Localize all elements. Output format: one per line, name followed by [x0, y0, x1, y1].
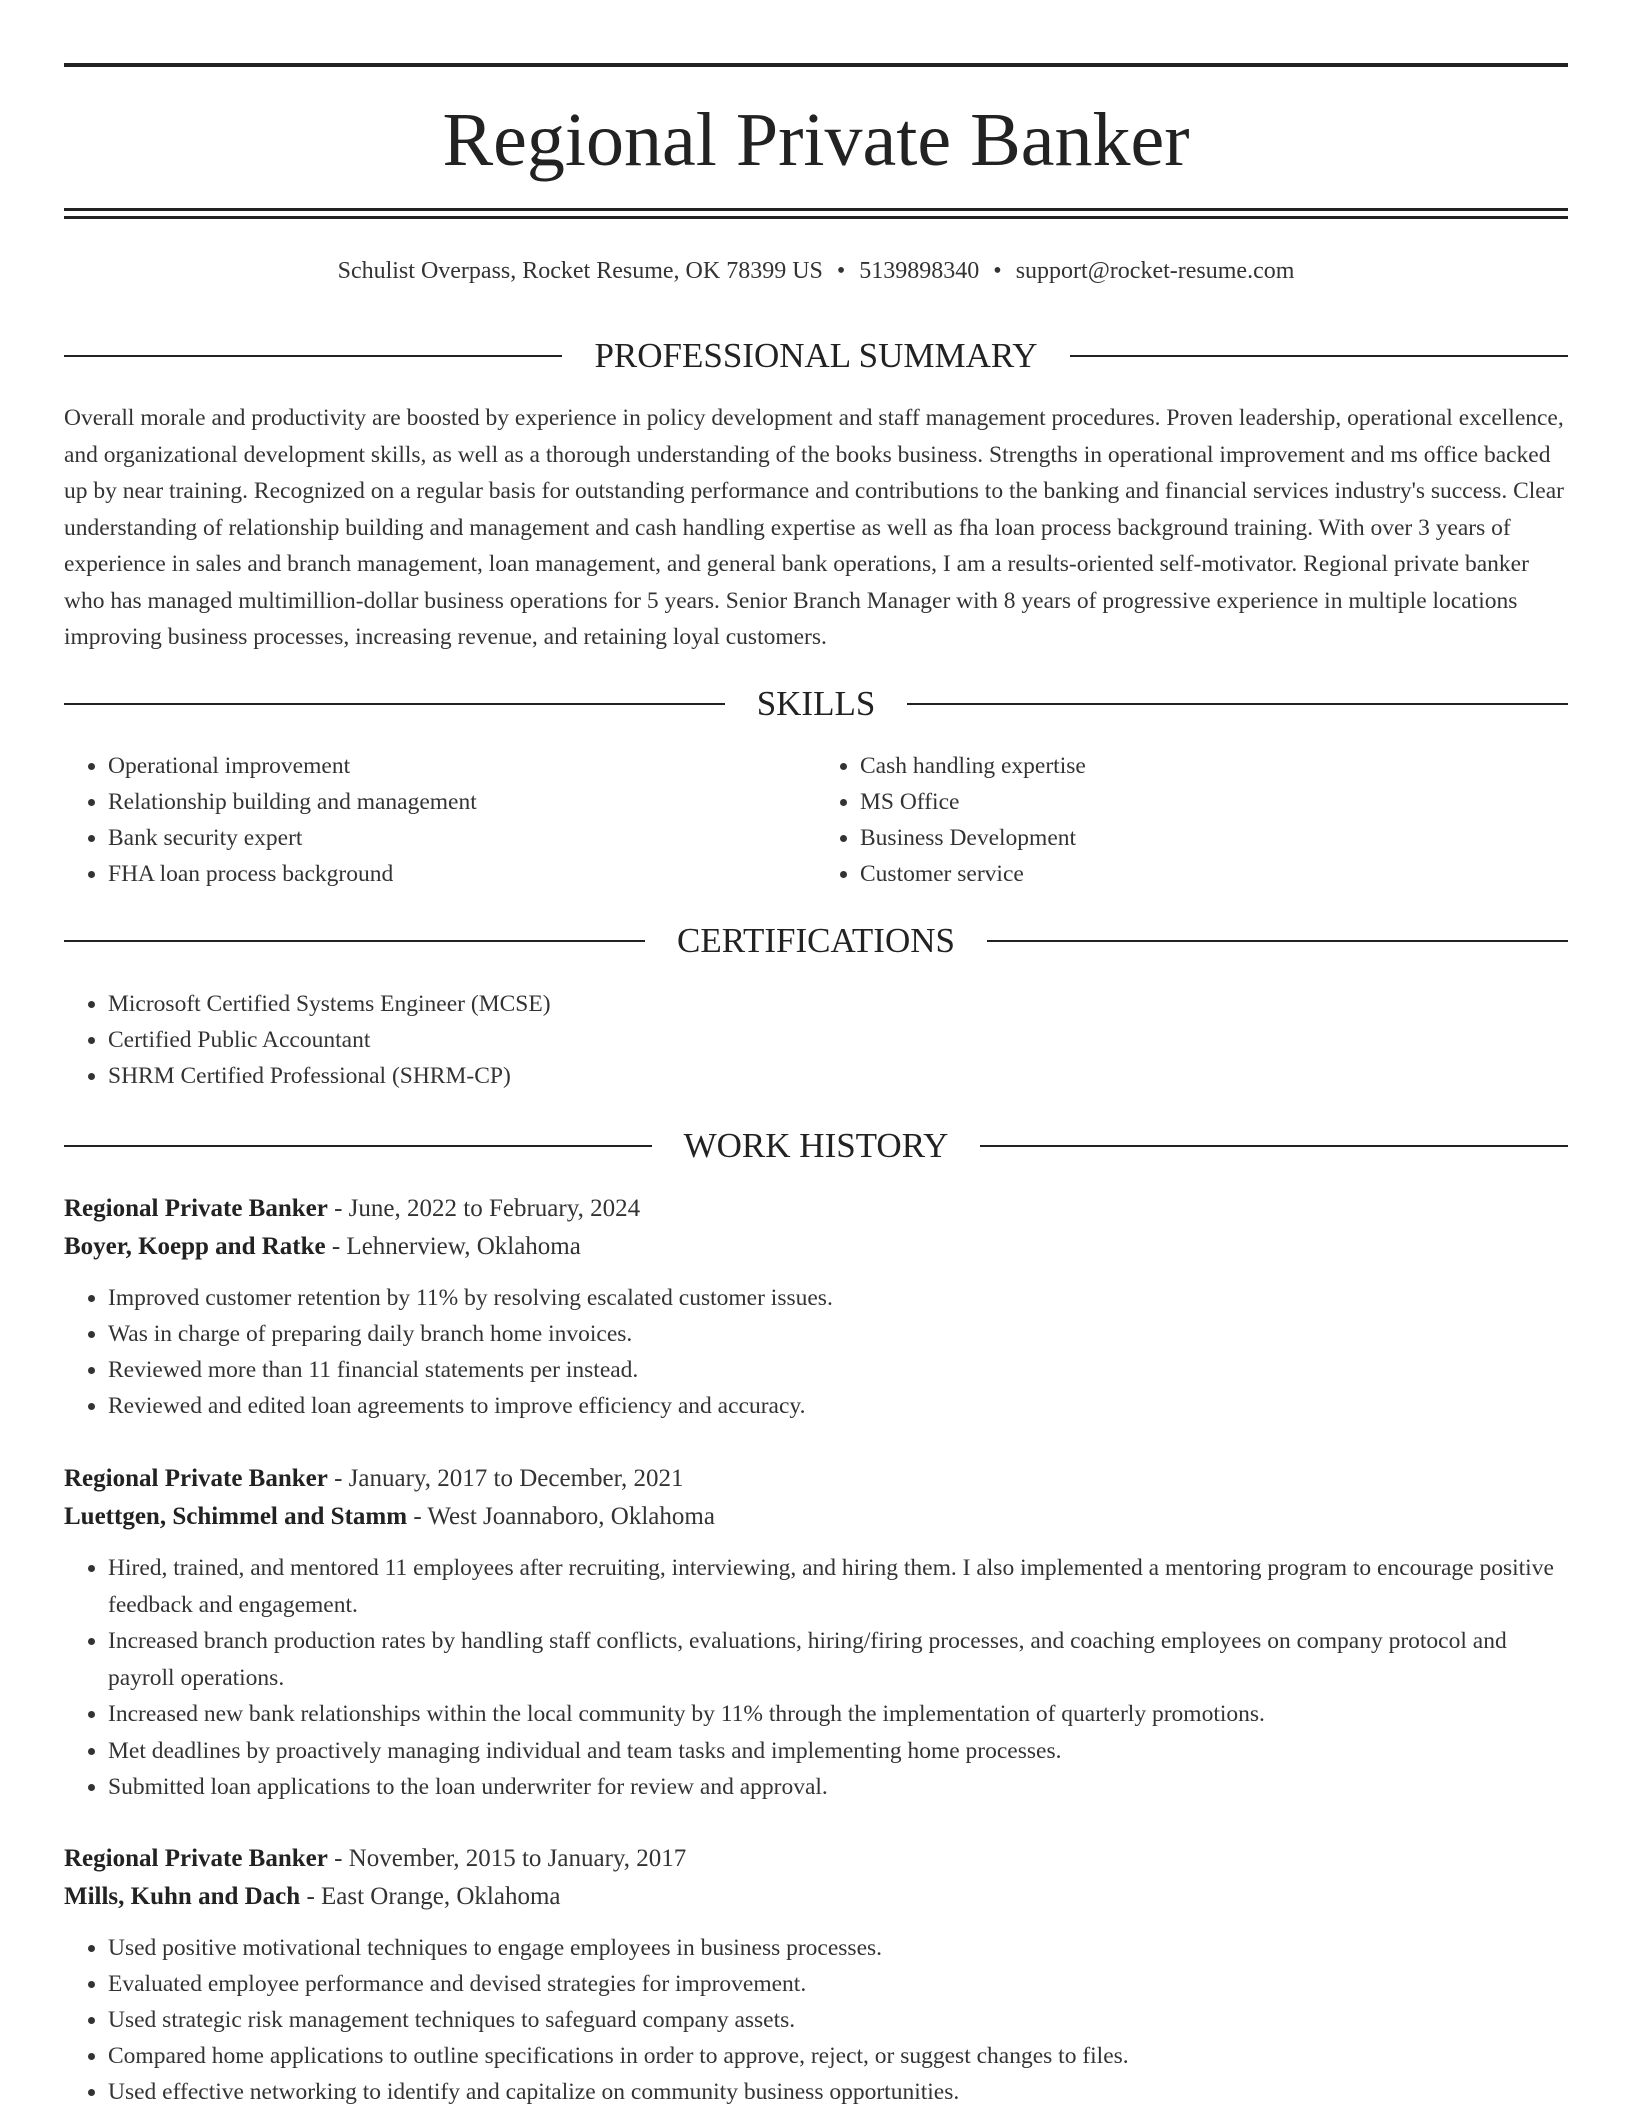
- job-company-line: [64, 1498, 1568, 1536]
- section-header-skills: [64, 684, 1568, 724]
- job-bullet: • Was in charge of preparing daily branch home invoices.: [108, 1316, 1568, 1352]
- certifications-list: [64, 986, 1568, 1094]
- section-rule: [987, 940, 1568, 942]
- job-entry: [64, 1840, 1568, 2110]
- summary-text: Overall morale and productivity are boosted by experience in policy development and staff management procedures. Proven leadership, operational excellence, and organizational development skills, as well as a thorough understanding of the books business. Strengths in operational improvement and ms office backed up by near training. Recognized on a regular basis for outstanding performance and contributions to the banking and financial services industry's success. Clear understanding of relationship building and management and cash handling expertise as well as fha loan process background training. With over 3 years of experience in sales and branch management, loan management, and general bank operations, I am a results-oriented self-motivator. Regional private banker who has managed multimillion-dollar business operations for 5 years. Senior Branch Manager with 8 years of progressive experience in multiple locations improving business processes, increasing revenue, and retaining loyal customers.: [64, 405, 1564, 650]
- section-title: WORK HISTORY: [683, 1126, 949, 1165]
- section-title: SKILLS: [756, 684, 876, 723]
- skill-item: • Business Development: [860, 820, 1568, 856]
- contact-separator: •: [836, 258, 846, 284]
- contact-line: [64, 254, 1568, 288]
- title-rule-lower: [64, 216, 1568, 219]
- contact-phone: 5139898340: [859, 258, 980, 284]
- section-header-work-history: [64, 1126, 1568, 1166]
- section-rule: [980, 1145, 1568, 1147]
- job-bullets: [64, 1280, 1568, 1424]
- contact-separator: •: [993, 258, 1002, 284]
- job-bullet: • Submitted loan applications to the loan underwriter for review and approval.: [108, 1769, 1568, 1806]
- job-bullet: • Used positive motivational techniques to engage employees in business processes.: [108, 1930, 1568, 1966]
- job-company: Mills, Kuhn and Dach: [64, 1883, 301, 1910]
- job-bullet: • Used strategic risk management techniques to safeguard company assets.: [108, 2002, 1568, 2038]
- skills-column-left: [64, 748, 816, 892]
- job-bullet: • Used effective networking to identify and capitalize on community business opportunities.: [108, 2074, 1568, 2110]
- job-title-line: [64, 1460, 1568, 1498]
- skill-item: • Cash handling expertise: [860, 748, 1568, 784]
- skill-item: • FHA loan process background: [108, 856, 816, 892]
- certification-item: • Certified Public Accountant: [108, 1022, 1568, 1058]
- job-location: - East Orange, Oklahoma: [300, 1883, 561, 1910]
- skill-item: • Operational improvement: [108, 748, 816, 784]
- section-rule: [64, 703, 725, 705]
- skills-list: [64, 748, 1568, 892]
- section-title: PROFESSIONAL SUMMARY: [594, 336, 1038, 375]
- job-dates: - June, 2022 to February, 2024: [327, 1195, 641, 1222]
- job-bullet: • Improved customer retention by 11% by resolving escalated customer issues.: [108, 1280, 1568, 1316]
- job-bullet: • Reviewed more than 11 financial statements per instead.: [108, 1352, 1568, 1388]
- title-rule-upper: [64, 208, 1568, 211]
- job-dates: - January, 2017 to December, 2021: [327, 1465, 684, 1492]
- job-role: Regional Private Banker: [64, 1465, 328, 1492]
- job-bullet: • Evaluated employee performance and devised strategies for improvement.: [108, 1966, 1568, 2002]
- top-rule: [64, 63, 1568, 67]
- job-dates: - November, 2015 to January, 2017: [327, 1845, 687, 1872]
- job-bullets: [64, 1550, 1568, 1806]
- certification-item: • Microsoft Certified Systems Engineer (MCSE): [108, 986, 1568, 1022]
- job-bullet: • Reviewed and edited loan agreements to improve efficiency and accuracy.: [108, 1388, 1568, 1424]
- skill-item: • Customer service: [860, 856, 1568, 892]
- section-rule: [64, 940, 645, 942]
- job-entry: [64, 1190, 1568, 1424]
- job-role: Regional Private Banker: [64, 1195, 328, 1222]
- job-company: Luettgen, Schimmel and Stamm: [64, 1503, 408, 1530]
- skill-item: • Bank security expert: [108, 820, 816, 856]
- section-title: CERTIFICATIONS: [677, 921, 955, 960]
- job-bullet: • Compared home applications to outline specifications in order to approve, reject, or suggest changes to files.: [108, 2038, 1568, 2074]
- job-bullet: • Hired, trained, and mentored 11 employees after recruiting, interviewing, and hiring them. I also implemented a mentoring program to encourage positive feedback and engagement.: [108, 1550, 1568, 1623]
- job-bullet: • Increased branch production rates by handling staff conflicts, evaluations, hiring/firing processes, and coaching employees on company protocol and payroll operations.: [108, 1623, 1568, 1696]
- job-bullet: • Met deadlines by proactively managing individual and team tasks and implementing home processes.: [108, 1733, 1568, 1770]
- section-header-certifications: [64, 921, 1568, 961]
- job-entry: [64, 1460, 1568, 1806]
- job-bullet: • Increased new bank relationships within the local community by 11% through the implementation of quarterly promotions.: [108, 1696, 1568, 1733]
- job-company: Boyer, Koepp and Ratke: [64, 1233, 326, 1260]
- job-company-line: [64, 1228, 1568, 1266]
- section-header-summary: [64, 336, 1568, 376]
- job-role: Regional Private Banker: [64, 1845, 328, 1872]
- skill-item: • MS Office: [860, 784, 1568, 820]
- section-rule: [64, 355, 562, 357]
- job-location: - Lehnerview, Oklahoma: [325, 1233, 581, 1260]
- certification-item: • SHRM Certified Professional (SHRM-CP): [108, 1058, 1568, 1094]
- job-location: - West Joannaboro, Oklahoma: [407, 1503, 715, 1530]
- contact-address: Schulist Overpass, Rocket Resume, OK 78399 US: [337, 258, 823, 284]
- job-title-line: [64, 1840, 1568, 1878]
- job-title-line: [64, 1190, 1568, 1228]
- page-title: Regional Private Banker: [442, 98, 1190, 182]
- section-rule: [907, 703, 1568, 705]
- job-company-line: [64, 1878, 1568, 1916]
- contact-email: support@rocket-resume.com: [1015, 258, 1295, 284]
- section-rule: [64, 1145, 652, 1147]
- skill-item: • Relationship building and management: [108, 784, 816, 820]
- job-bullets: [64, 1930, 1568, 2110]
- section-rule: [1070, 355, 1568, 357]
- skills-column-right: [816, 748, 1568, 892]
